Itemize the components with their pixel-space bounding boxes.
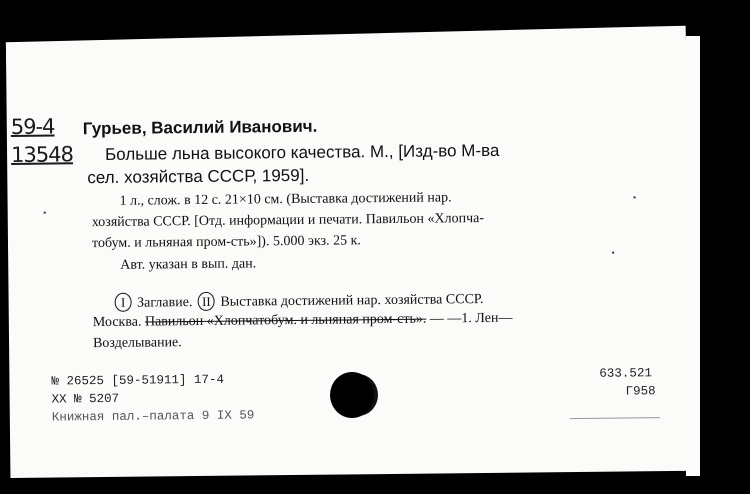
description-line-2: хозяйства СССР. [Отд. информации и печати. Павильон «Хлопча- <box>91 211 485 231</box>
footer-left-1: № 26525 [59-51911] 17-4 <box>51 372 225 389</box>
footer-left-3: Книжная пал.–палата 9 IX 59 <box>51 408 255 425</box>
title-line-2: сел. хозяйства СССР, 1959]. <box>87 165 310 188</box>
tracing-marker-1: I <box>115 293 132 312</box>
author-heading: Гурьев, Василий Иванович. <box>82 116 318 139</box>
description-line-3: тобум. и льняная пром-сть»]). 5.000 экз. 25 к. <box>91 233 361 252</box>
call-number-line1: 59-4 <box>10 114 55 139</box>
title-line-1: Больше льна высокого качества. М., [Изд-во М-ва <box>104 140 500 164</box>
tracing-marker-2: II <box>198 292 215 311</box>
punch-hole <box>330 372 374 418</box>
tracing-item-1: Заглавие. <box>137 295 193 311</box>
tracing-line-2 <box>93 311 513 331</box>
tracing-line-3: Возделывание. <box>92 335 182 352</box>
description-line-1: 1 л., слож. в 12 с. 21×10 см. (Выставка достижений нар. <box>119 190 452 209</box>
call-number-line2: 13548 <box>10 142 74 167</box>
tracing-item-2b-struck: Павильон «Хлопчатобум. и льняная пром-сть». <box>144 311 427 330</box>
footer-left-2: ХХ № 5207 <box>51 391 120 407</box>
scan-speck <box>634 196 636 198</box>
scan-speck <box>44 212 46 214</box>
tracing-item-2b-plain: Москва. <box>92 314 142 331</box>
classification-code: Г958 <box>625 384 656 399</box>
classification-number: 633.521 <box>599 366 652 381</box>
tracing-item-2a: Выставка достижений нар. хозяйства СССР. <box>220 292 484 310</box>
description-line-4: Авт. указан в вып. дан. <box>120 256 257 273</box>
tracing-line-1 <box>115 289 484 312</box>
scan-speck <box>612 252 614 254</box>
tracing-item-2b-tail: — —1. Лен— <box>429 310 513 327</box>
scan-smudge <box>570 417 660 419</box>
